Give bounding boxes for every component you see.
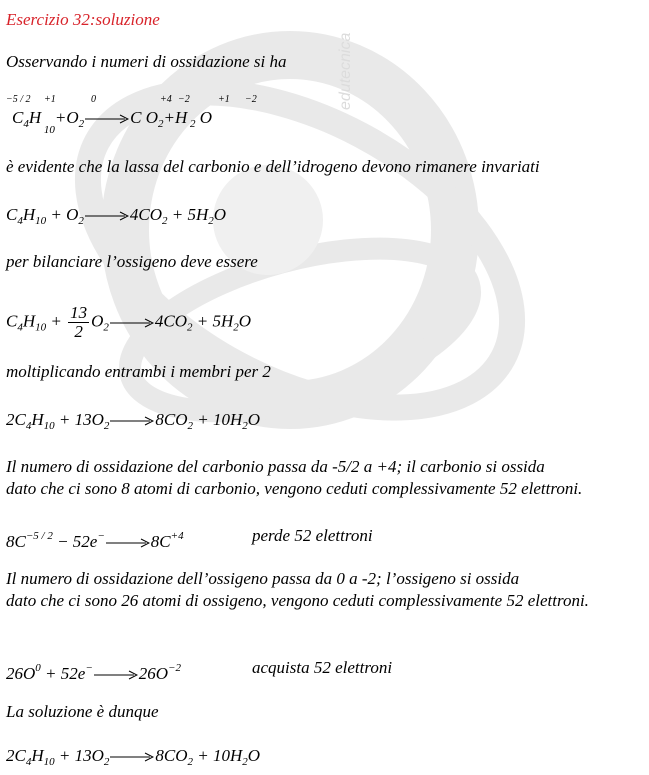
ox-c: −5 / 2 <box>6 94 31 105</box>
equation-step1: $C_4H_{10} + O_2$ $4CO_2 + 5H_2O$ <box>6 205 227 227</box>
ox-c-co2: +4 <box>160 94 172 105</box>
carbon-text-1: Il numero di ossidazione del carbonio passa da -5/2 a +4; il carbonio si ossida <box>6 457 545 476</box>
equation-step2: $C_4H_{10}$ + $\frac{13}{2}$ $O_2$ $4CO_2 + 5H_2O$ <box>6 303 252 341</box>
oxygen-note: acquista 52 elettroni <box>252 658 393 677</box>
half-reaction-carbon: $8C^{-5 / 2} - 52e^-$ $8C^{+4}$ <box>6 530 184 551</box>
watermark-text: edutecnica <box>337 32 354 110</box>
ox-o-h2o: −2 <box>245 94 257 105</box>
ox-h: +1 <box>44 94 56 105</box>
equation-final: $2C_4H_{10} + 13O_2$ $8CO_2 + 10H_2O$ <box>6 746 261 768</box>
fraction: $\frac{13}{2}$ <box>70 303 88 341</box>
page-title: Esercizio 32:soluzione <box>6 10 160 29</box>
equation-step3: $2C_4H_{10} + 13O_2$ $8CO_2 + 10H_2O$ <box>6 410 261 432</box>
ox-h-h2o: +1 <box>218 94 230 105</box>
equation-oxidation: $C_4H$ $_{10}+O_2$ C $O_2+H$ $_2$ O <box>12 108 213 136</box>
oxygen-text-2: dato che ci sono 26 atomi di ossigeno, vengono ceduti complessivamente 52 elettroni. <box>6 591 589 610</box>
solution-text: La soluzione è dunque <box>6 702 159 721</box>
carbon-note: perde 52 elettroni <box>252 526 373 545</box>
half-reaction-oxygen: $26O^0 + 52e^-$ $26O^{-2}$ <box>6 662 181 683</box>
carbon-text-2: dato che ci sono 8 atomi di carbonio, vengono ceduti complessivamente 52 elettroni. <box>6 479 583 498</box>
balance-text: per bilanciare l’ossigeno deve essere <box>6 252 258 271</box>
ox-o-co2: −2 <box>178 94 190 105</box>
intro-text: Osservando i numeri di ossidazione si ha <box>6 52 287 71</box>
ox-o2: 0 <box>91 94 96 105</box>
explanation-text: è evidente che la lassa del carbonio e dell’idrogeno devono rimanere invariati <box>6 157 540 176</box>
multiply-text: moltiplicando entrambi i membri per 2 <box>6 362 271 381</box>
oxygen-text-1: Il numero di ossidazione dell’ossigeno passa da 0 a -2; l’ossigeno si ossida <box>6 569 520 588</box>
